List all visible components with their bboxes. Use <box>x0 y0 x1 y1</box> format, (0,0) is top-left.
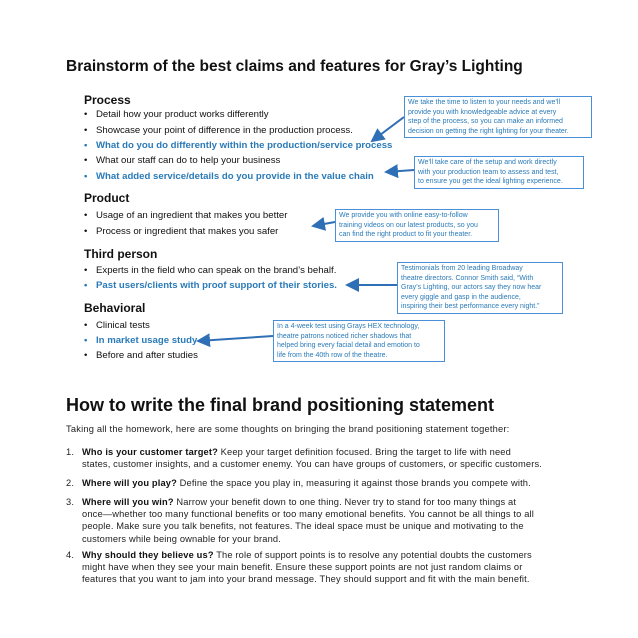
item-text: features that you want to jam into your brand message. They should support and fit with the main benefit. <box>82 574 530 585</box>
callout-line: life from the 40th row of the theatre. <box>277 351 388 359</box>
item-text: people. Make sure you talk benefits, not features. The ideal space must be unique and motivating to the <box>82 521 524 532</box>
callout-line: Gray’s Lighting, our actors say they now hear <box>401 284 542 291</box>
item-number: 1. <box>66 447 75 457</box>
item-number: 3. <box>66 497 75 507</box>
third-person-item-highlight: • Past users/clients with proof support of their stories. <box>96 280 337 291</box>
item-text: Keep your target definition focused. Bring the target to life with need <box>217 447 511 457</box>
item-text: Define the space you play in, measuring it against those brands you compete with. <box>176 478 531 488</box>
callout-line: helped bring every facial detail and emotion to <box>277 342 420 349</box>
arrow-c5 <box>198 336 273 341</box>
callout-behavioral <box>273 320 445 362</box>
page-title: Brainstorm of the best claims and features for Gray’s Lighting <box>66 58 523 75</box>
heading-third-person: Third person <box>84 247 158 261</box>
callout-line: In a 4-week test using Grays HEX technology, <box>277 323 420 330</box>
numbered-item-3 <box>66 496 606 545</box>
callout-line: with your production team to assess and test, <box>418 168 559 176</box>
item-question: Where will you win? <box>82 497 174 507</box>
heading-product: Product <box>84 191 130 205</box>
item-number: 4. <box>66 550 75 560</box>
callout-third-person <box>397 262 563 314</box>
heading-process: Process <box>84 93 131 107</box>
product-item: • Process or ingredient that makes you safer <box>96 226 278 237</box>
item-number: 2. <box>66 478 75 488</box>
process-item: • Detail how your product works differently <box>96 109 269 120</box>
callout-line: We’ll take care of the setup and work directly <box>418 159 557 166</box>
process-item-highlight: • What do you do differently within the production/service process <box>96 140 392 151</box>
callout-product <box>335 209 499 242</box>
callout-line: to ensure you get the ideal lighting experience. <box>418 178 563 185</box>
callout-line: provide you with knowledgeable advice at every <box>408 108 557 116</box>
callout-line: can find the right product to fit your theater. <box>339 231 473 238</box>
item-text: might have when they see your main benefit. Ensure these support points are not just random claims or <box>82 562 523 573</box>
process-item-highlight: • What added service/details do you provide in the value chain <box>96 171 374 182</box>
callout-line: theatre directors. Connor Smith said, “With <box>401 274 534 282</box>
callout-process-1 <box>404 96 592 138</box>
item-question: Why should they believe us? <box>82 550 214 560</box>
item-text: customers while being ownable for your brand. <box>82 533 281 544</box>
item-text: states, customer insights, and a customer enemy. You can have groups of customers, or specific customers. <box>82 459 542 470</box>
callout-line: We take the time to listen to your needs and we’ll <box>408 99 561 106</box>
arrow-c2 <box>386 170 414 172</box>
item-question: Where will you play? <box>82 478 177 488</box>
item-question: Who is your customer target? <box>82 447 218 457</box>
behavioral-item-highlight: • In market usage study <box>96 335 197 346</box>
numbered-item-2 <box>66 477 606 489</box>
numbered-item-1 <box>66 446 606 470</box>
process-item: • What our staff can do to help your business <box>96 155 280 166</box>
callout-line: Testimonials from 20 leading Broadway <box>401 265 523 272</box>
third-person-item: • Experts in the field who can speak on the brand’s behalf. <box>96 265 336 276</box>
callout-line: theatre patrons noticed richer shadows that <box>277 332 412 340</box>
callout-line: training videos on our latest products, so you <box>339 221 478 229</box>
section-title: How to write the final brand positioning statement <box>66 395 495 415</box>
callout-line: decision on getting the right lighting for your theater. <box>408 127 569 135</box>
callout-line: inspiring their best performance every night.” <box>401 303 540 310</box>
item-text: once—whether too many functional benefits or too many emotional benefits. You cannot be all things to all <box>82 509 534 520</box>
callout-process-2 <box>414 156 584 189</box>
behavioral-item: • Before and after studies <box>96 350 198 361</box>
numbered-item-4 <box>66 549 606 586</box>
arrow-c1 <box>372 117 404 141</box>
product-item: • Usage of an ingredient that makes you better <box>96 210 287 221</box>
section-intro: Taking all the homework, here are some thoughts on bringing the brand positioning statement together: <box>66 424 510 434</box>
heading-behavioral: Behavioral <box>84 301 146 315</box>
arrow-c3 <box>313 222 335 226</box>
callout-line: We provide you with online easy-to-follow <box>339 212 468 219</box>
callout-line: every giggle and gasp in the audience, <box>401 293 521 301</box>
behavioral-item: • Clinical tests <box>96 320 150 331</box>
process-item: • Showcase your point of difference in the production process. <box>96 125 353 136</box>
item-text: Narrow your benefit down to one thing. Never try to stand for too many things at <box>173 497 517 507</box>
item-text: The role of support points is to resolve any potential doubts the customers <box>213 550 532 560</box>
callout-line: step of the process, so you can make an informed <box>408 118 563 125</box>
